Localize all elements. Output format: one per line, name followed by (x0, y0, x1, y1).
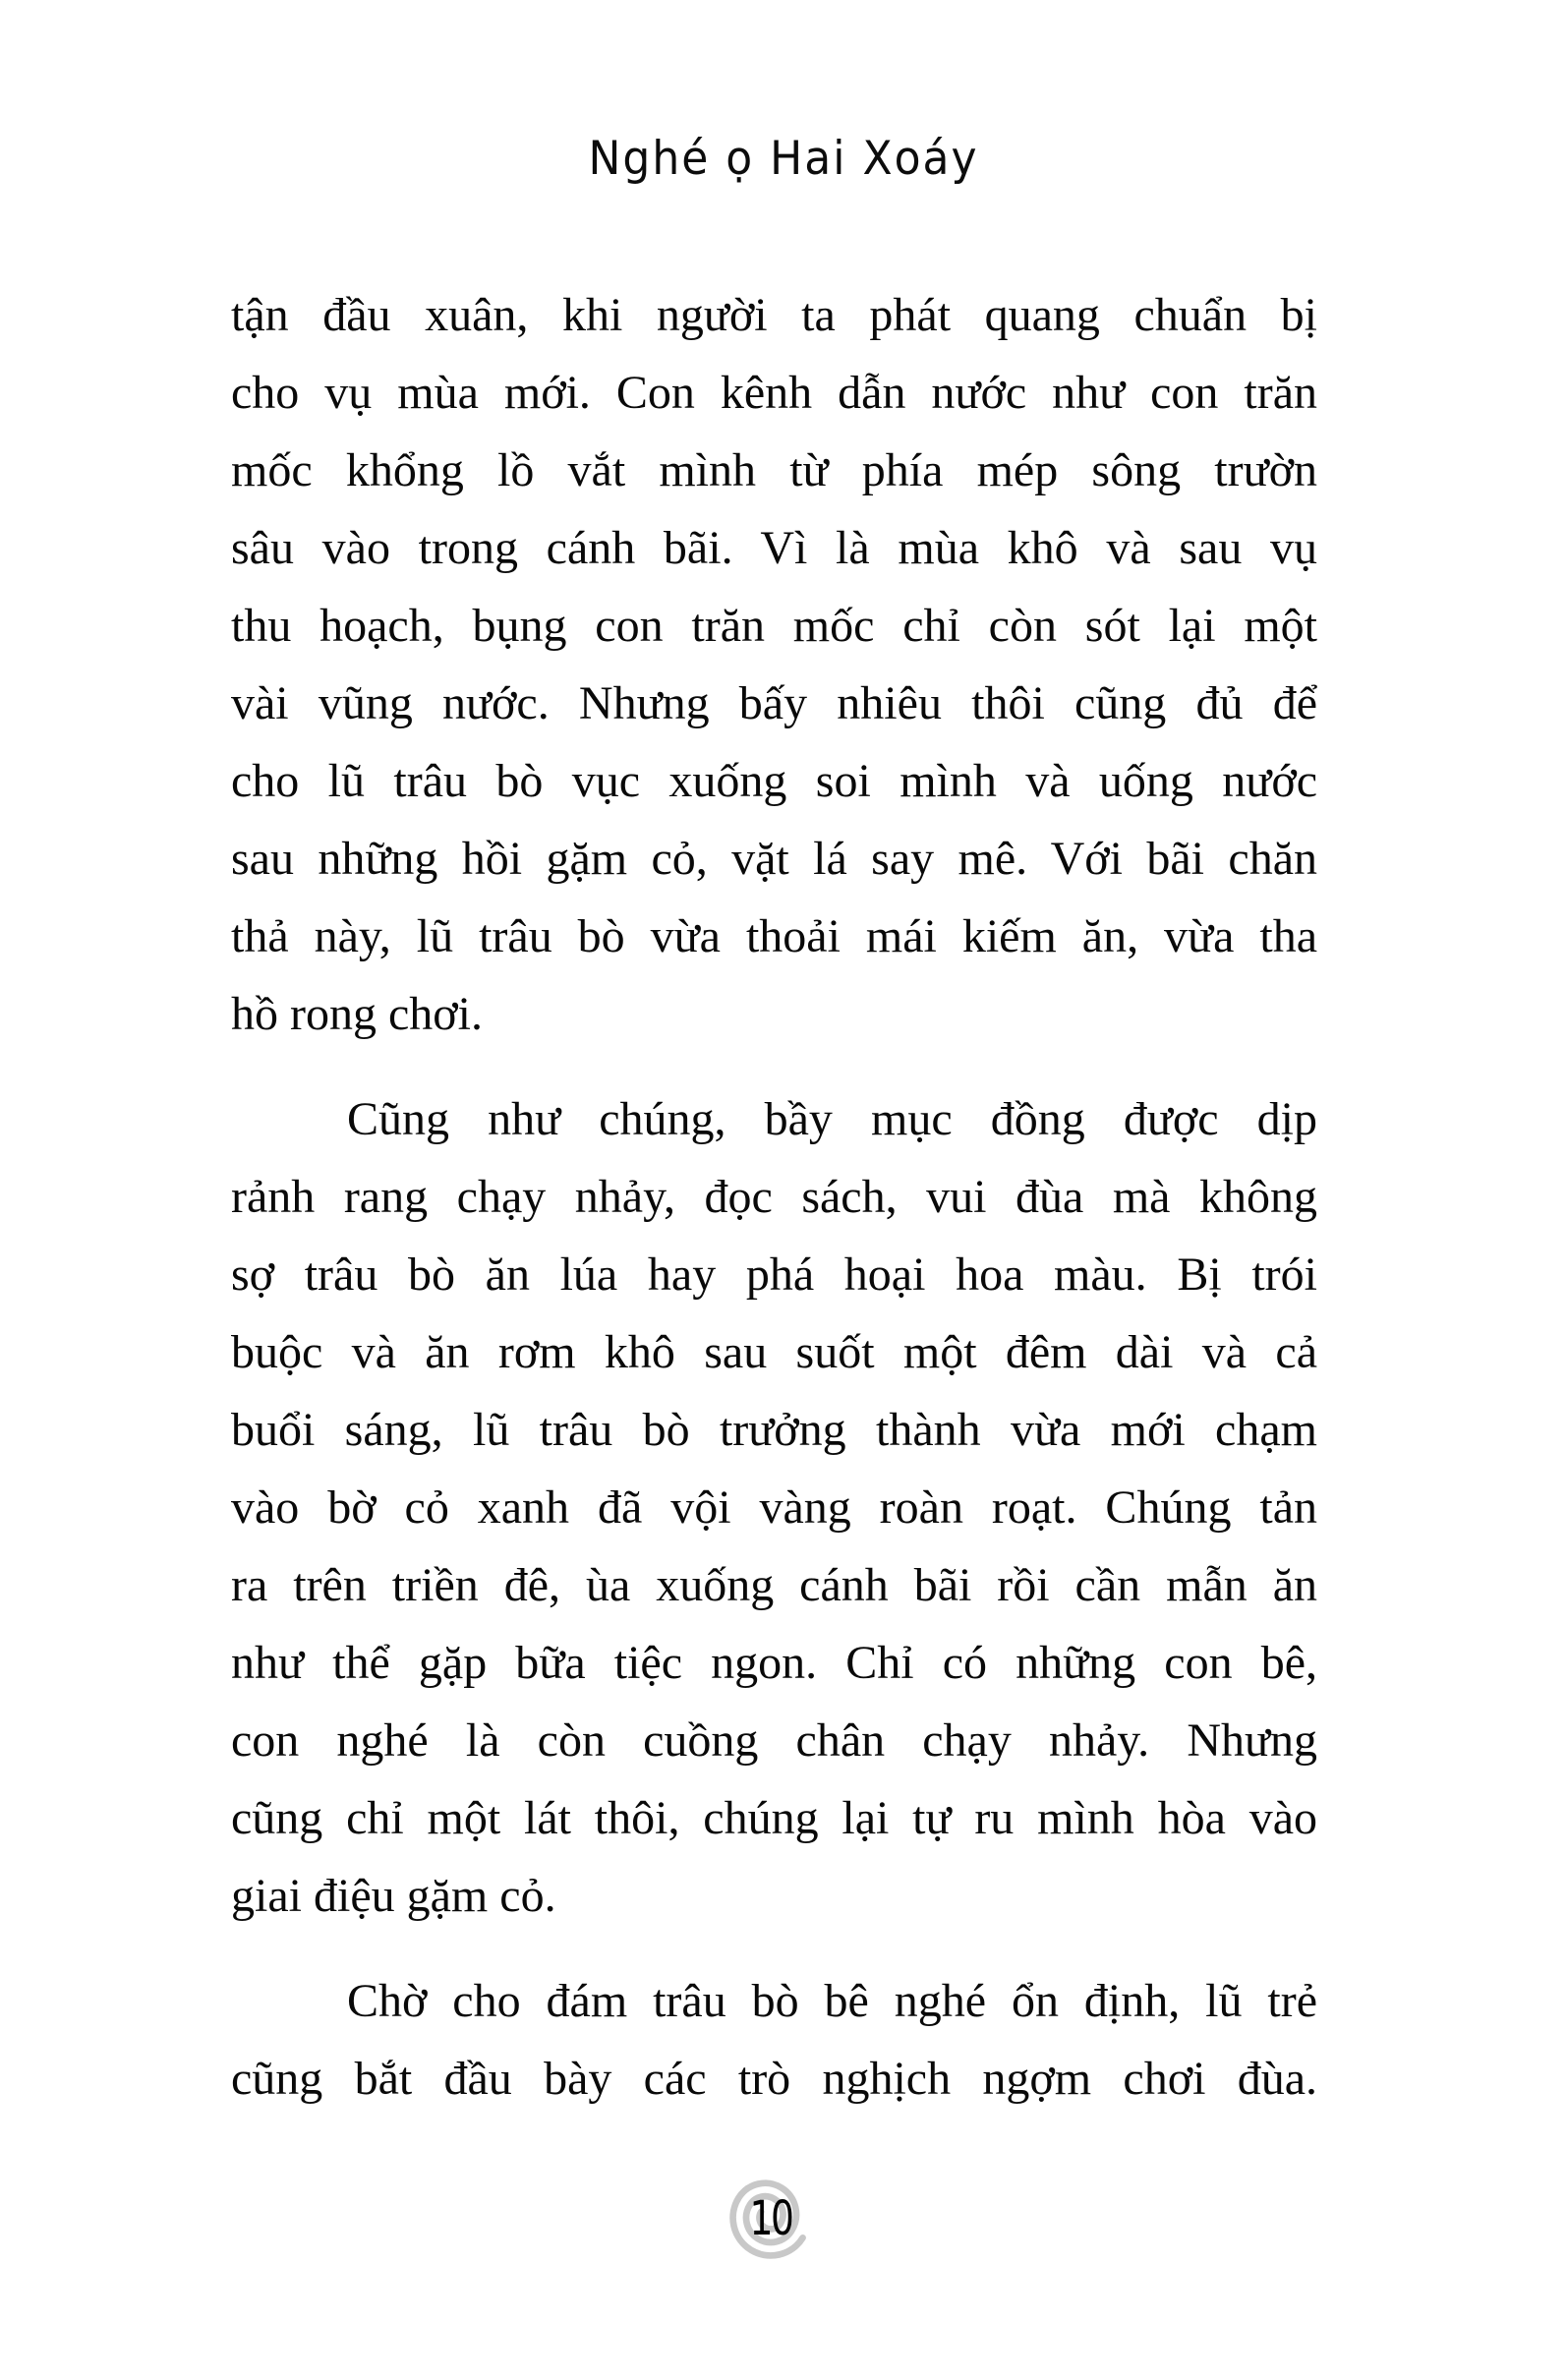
text-line: Chờ cho đám trâu bò bê nghé ổn định, lũ trẻ (347, 1975, 1317, 2027)
text-line: vào bờ cỏ xanh đã vội vàng roàn roạt. Chúng tản (231, 1481, 1317, 1534)
text-line: thả này, lũ trâu bò vừa thoải mái kiếm ăn, vừa tha (231, 910, 1317, 962)
text-line: sau những hồi gặm cỏ, vặt lá say mê. Với bãi chăn (231, 833, 1317, 885)
text-line: tận đầu xuân, khi người ta phát quang chuẩn bị (231, 289, 1317, 341)
running-header: Nghé ọ Hai Xoáy (588, 131, 979, 187)
text-line: ra trên triền đê, ùa xuống cánh bãi rồi cần mẫn ăn (231, 1559, 1317, 1611)
text-line: thu hoạch, bụng con trăn mốc chỉ còn sót lại một (231, 600, 1317, 652)
text-line: con nghé là còn cuồng chân chạy nhảy. Nhưng (231, 1714, 1317, 1767)
text-line: mốc khổng lồ vắt mình từ phía mép sông trườn (231, 444, 1317, 496)
text-line: rảnh rang chạy nhảy, đọc sách, vui đùa mà không (231, 1171, 1317, 1223)
text-line: Cũng như chúng, bầy mục đồng được dịp (347, 1093, 1317, 1145)
text-line: sâu vào trong cánh bãi. Vì là mùa khô và sau vụ (231, 522, 1317, 574)
text-line: vài vũng nước. Nhưng bấy nhiêu thôi cũng đủ để (231, 677, 1317, 729)
page-number: 10 (749, 2189, 792, 2246)
paragraph (231, 1962, 1317, 2118)
text-line: cho vụ mùa mới. Con kênh dẫn nước như con trăn (231, 367, 1317, 419)
text-line: cũng bắt đầu bày các trò nghịch ngợm chơi đùa. (231, 2053, 1317, 2105)
text-line: cho lũ trâu bò vục xuống soi mình và uống nước (231, 755, 1317, 807)
text-line: buộc và ăn rơm khô sau suốt một đêm dài và cả (231, 1326, 1317, 1378)
text-line: hồ rong chơi. (231, 988, 484, 1040)
paragraph (231, 1080, 1317, 1935)
text-line: giai điệu gặm cỏ. (231, 1870, 556, 1922)
text-line: sợ trâu bò ăn lúa hay phá hoại hoa màu. Bị trói (231, 1248, 1317, 1301)
paragraph (231, 276, 1317, 1053)
text-line: cũng chỉ một lát thôi, chúng lại tự ru mình hòa vào (231, 1792, 1317, 1844)
text-line: buổi sáng, lũ trâu bò trưởng thành vừa mới chạm (231, 1404, 1317, 1456)
text-line: như thể gặp bữa tiệc ngon. Chỉ có những con bê, (231, 1637, 1317, 1689)
body-text-block (231, 276, 1317, 2118)
page-number-badge (724, 2171, 818, 2265)
